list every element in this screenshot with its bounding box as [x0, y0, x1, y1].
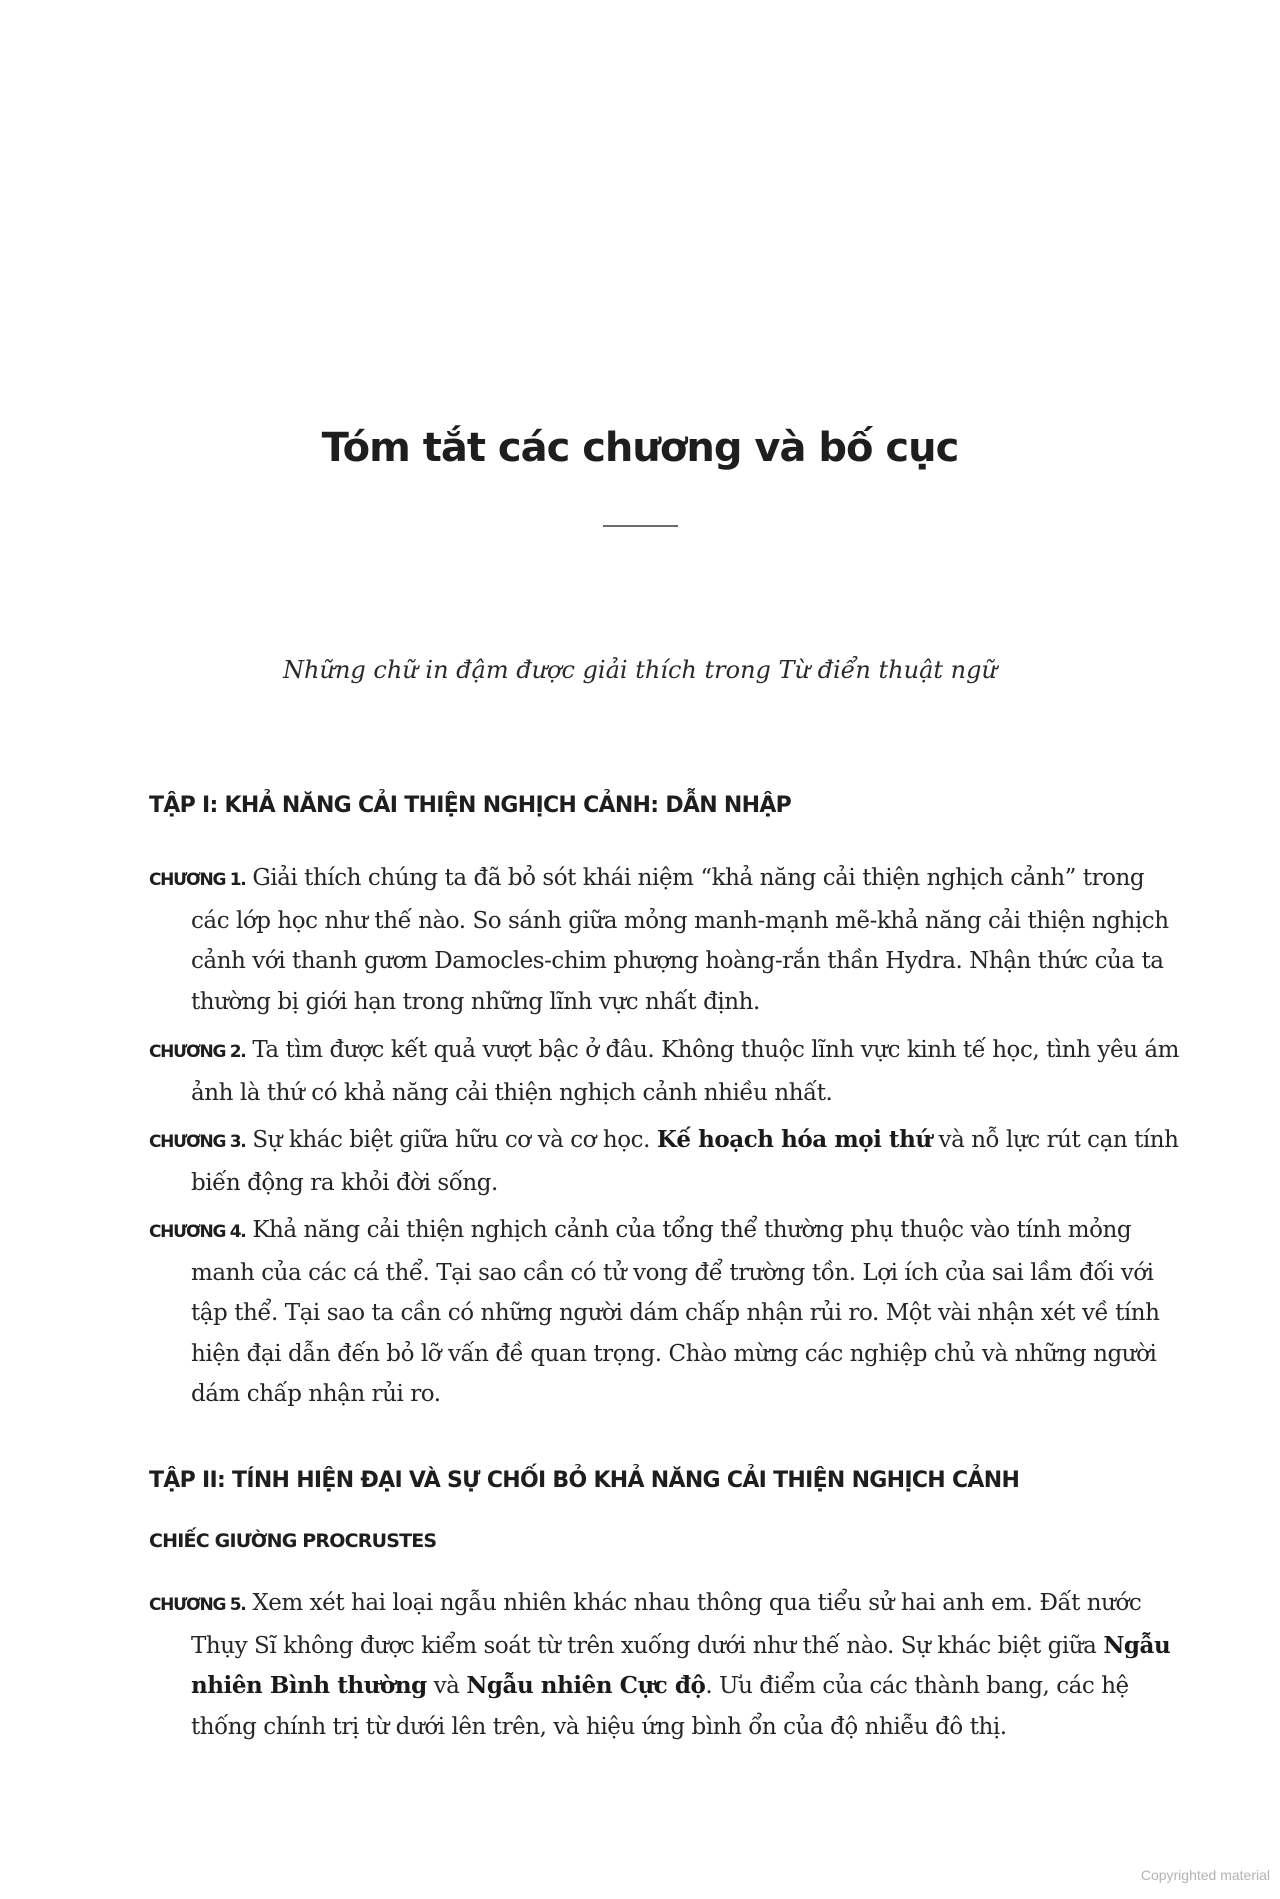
chapter-3-glossary-term: Kế hoạch hóa mọi thứ: [656, 1126, 932, 1153]
title-divider: [603, 525, 678, 527]
chapter-1-summary: Giải thích chúng ta đã bỏ sót khái niệm “khả năng cải thiện nghịch cảnh” trong các lớp học như thế nào. So sánh giữa mỏng manh-mạnh mẽ-khả năng cải thiện nghịch cảnh với thanh gươm Damocles-chim phượng hoàng-rắn thần Hydra. Nhận thức của ta thường bị giới hạn trong những lĩnh vực nhất định.: [191, 865, 1169, 1015]
chapter-5-connector: và: [433, 1673, 460, 1699]
chapter-4-summary: Khả năng cải thiện nghịch cảnh của tổng thể thường phụ thuộc vào tính mỏng manh của các cá thể. Tại sao cần có tử vong để trường tồn. Lợi ích của sai lầm đối với tập thể. Tại sao ta cần có những người dám chấp nhận rủi ro. Một vài nhận xét về tính hiện đại dẫn đến bỏ lỡ vấn đề quan trọng. Chào mừng các nghiệp chủ và những người dám chấp nhận rủi ro.: [191, 1217, 1160, 1407]
chapter-5-label: CHƯƠNG 5.: [149, 1595, 246, 1615]
part-2-heading: TẬP II: TÍNH HIỆN ĐẠI VÀ SỰ CHỐI BỎ KHẢ NĂNG CẢI THIỆN NGHỊCH CẢNH: [149, 1468, 1020, 1493]
chapter-5-glossary-term-2: Ngẫu nhiên Cực độ: [466, 1672, 706, 1699]
chapter-3-summary-end: và nỗ lực rút cạn tính biến động ra khỏi đời sống.: [191, 1127, 1179, 1196]
chapter-3-summary-start: Sự khác biệt giữa hữu cơ và cơ học.: [252, 1127, 650, 1153]
chapter-3-entry: [149, 1120, 1181, 1203]
chapter-5-summary-start: Xem xét hai loại ngẫu nhiên khác nhau thông qua tiểu sử hai anh em. Đất nước Thụy Sĩ không được kiểm soát từ trên xuống dưới như thế nào. Sự khác biệt giữa: [191, 1590, 1142, 1659]
chapter-1-label: CHƯƠNG 1.: [149, 870, 246, 890]
part-1-heading: TẬP I: KHẢ NĂNG CẢI THIỆN NGHỊCH CẢNH: DẪN NHẬP: [149, 793, 792, 818]
page-subtitle: Những chữ in đậm được giải thích trong Từ điển thuật ngữ: [283, 656, 997, 684]
chapter-2-entry: [149, 1030, 1181, 1113]
part-2-subheading: CHIẾC GIƯỜNG PROCRUSTES: [149, 1530, 437, 1552]
page-title: Tóm tắt các chương và bố cục: [321, 425, 959, 471]
copyright-watermark: Copyrighted material: [1140, 1867, 1270, 1883]
chapter-5-entry: [149, 1583, 1181, 1747]
chapter-4-entry: [149, 1210, 1181, 1415]
chapter-2-label: CHƯƠNG 2.: [149, 1042, 246, 1062]
chapter-5-summary-end: . Ưu điểm của các thành bang, các hệ thống chính trị từ dưới lên trên, và hiệu ứng bình ổn của độ nhiễu đô thị.: [191, 1673, 1129, 1740]
chapter-2-summary: Ta tìm được kết quả vượt bậc ở đâu. Không thuộc lĩnh vực kinh tế học, tình yêu ám ảnh là thứ có khả năng cải thiện nghịch cảnh nhiều nhất.: [191, 1037, 1179, 1106]
chapter-1-entry: [149, 858, 1181, 1022]
chapter-5-glossary-term-1: Ngẫu nhiên Bình thường: [191, 1631, 1171, 1699]
chapter-3-label: CHƯƠNG 3.: [149, 1132, 246, 1152]
chapter-4-label: CHƯƠNG 4.: [149, 1222, 246, 1242]
